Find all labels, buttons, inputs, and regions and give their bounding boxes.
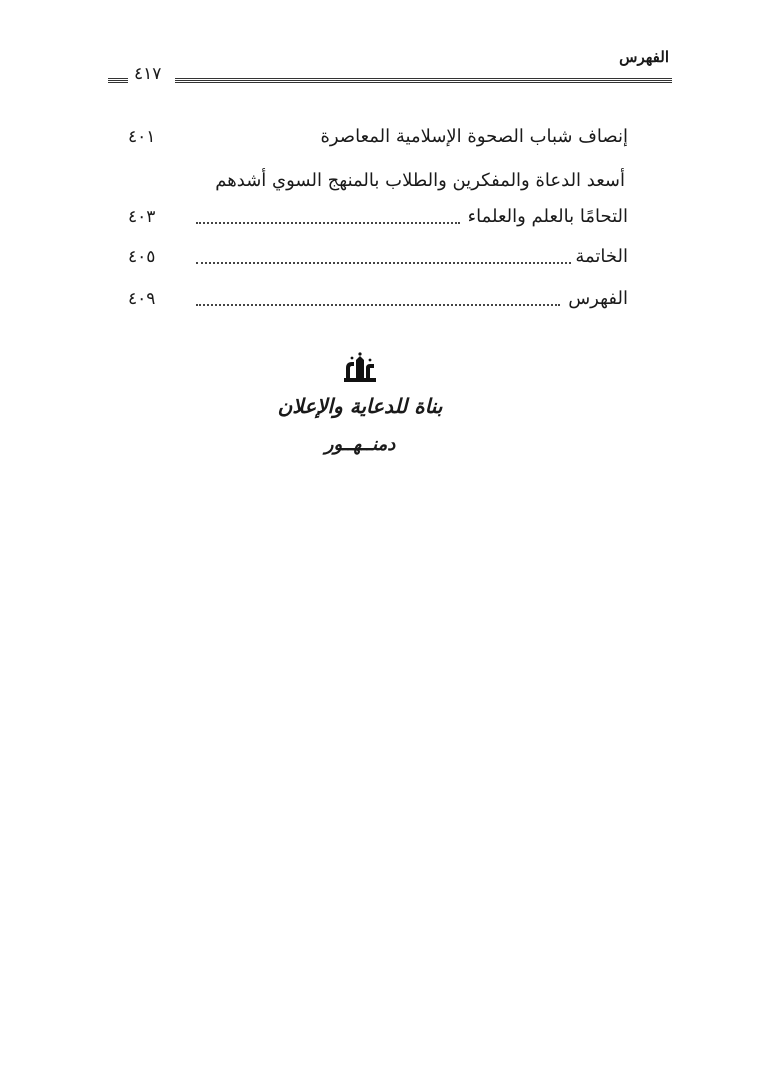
toc-entry-title: الخاتمة	[575, 246, 628, 267]
publisher-name: بناة للدعاية والإعلان	[277, 394, 443, 418]
toc-leader-dots	[196, 206, 460, 224]
toc-entry-title: إنصاف شباب الصحوة الإسلامية المعاصرة	[320, 126, 628, 147]
toc-entry-page: ٤٠١	[128, 127, 156, 147]
toc-entry	[128, 246, 628, 276]
toc-entry	[128, 206, 628, 236]
publisher-city: دمنــهــور	[324, 434, 396, 455]
publisher-logo-icon	[340, 352, 380, 386]
toc-entry-title: الفهرس	[568, 288, 628, 309]
toc-entry-page: ٤٠٩	[128, 289, 156, 309]
page-number: ٤١٧	[134, 64, 162, 84]
toc-entry-page: ٤٠٥	[128, 247, 156, 267]
toc-entry-title: التحامًا بالعلم والعلماء	[467, 206, 628, 227]
toc-leader-dots	[196, 288, 560, 306]
toc-entry	[128, 126, 628, 156]
toc-entry-page: ٤٠٣	[128, 207, 156, 227]
toc-entry	[128, 288, 628, 318]
header-rule-left	[108, 78, 128, 83]
toc-entry-title-line: أسعد الدعاة والمفكرين والطلاب بالمنهج السوي أشدهم	[215, 170, 625, 191]
header-rule	[175, 78, 672, 83]
toc-leader-dots	[196, 246, 571, 264]
running-title: الفهرس	[619, 48, 669, 66]
